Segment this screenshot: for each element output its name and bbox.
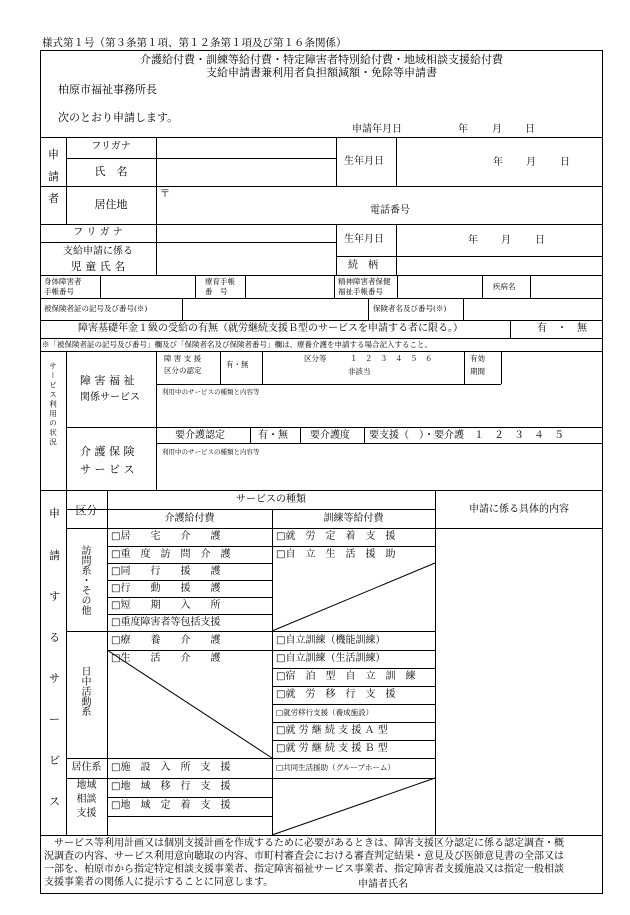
applicant-birth-label: 生年月日 [344,156,384,167]
support-level-label-2: 区分の認定 [164,366,202,375]
insurance-note: ※「被保険者証の記号及び番号」欄及び「保険者名及び保険者番号」欄は、療養介護を申請する場合記入すること。 [42,340,432,349]
pension-yes-no: 有 ・ 無 [537,323,587,334]
region-group-label-3: 支援 [76,808,97,819]
services-side-7: ビ [49,754,60,767]
consent-line-4: 支援事業者の関係人に提示することに同意します。 [44,877,274,888]
pension-label: 障害基礎年金１級の受給の有無（就労継続支援Ｂ型のサービスを申請する者に限る。） [78,323,463,334]
insurer-label: 保険者名及び番号(※) [373,304,447,313]
applicant-birth-year: 年 [493,157,503,168]
form-title-line2: 支給申請書兼利用者負担額減額・免除等申請書 [206,66,437,79]
service-functional-training[interactable]: □自立訓練（機能訓練） [276,635,386,646]
support-yes-no: 有・無 [226,360,249,369]
services-side-2: 請 [49,549,60,562]
date-month: 月 [492,124,502,135]
services-side-3: す [49,590,60,603]
in-use-label: 利用中のサービスの種類と内容等 [162,388,260,396]
applicant-birth-day: 日 [560,157,570,168]
welfare-label-2: 関係サービス [80,392,140,403]
care-degree-label: 要介護度 [310,430,350,441]
residence-group-label: 居住系 [71,762,102,773]
care-yes-no: 有・無 [258,430,288,441]
service-independent-living[interactable]: □自 立 生 活 援 助 [276,549,396,560]
date-day: 日 [525,124,535,135]
care-levels: 要支援（ ）・要介護 １ ２ ３ ４ ５ [369,430,564,441]
services-side-1: 申 [49,507,60,520]
support-level-label-1: 障 害 支 援 [164,354,202,363]
service-employment-transition[interactable]: □就 労 移 行 支 援 [276,689,396,700]
disease-label: 疾病名 [493,282,516,291]
mental-label-1: 精神障害者保健 [338,277,391,286]
visit-group-label: 訪問系・その他 [79,545,90,615]
day-group-label: 日中活動系 [79,666,90,716]
service-employment-retention[interactable]: □就 労 定 着 支 援 [276,531,396,542]
service-group-home[interactable]: □共同生活援助（グループホーム） [276,763,395,772]
service-region-transition[interactable]: □地 域 移 行 支 援 [111,781,231,792]
usage-side-label: サービス利用の状況 [48,362,58,448]
child-birth-label: 生年月日 [344,234,384,245]
date-year: 年 [458,124,468,135]
applicant-birth-month: 月 [526,157,536,168]
child-label-1: 支給申請に係る [63,246,133,257]
valid-label-1: 有効 [470,354,485,363]
service-types-header: サービスの種類 [236,494,306,505]
physical-label-2: 手帳番号 [44,287,74,296]
service-accompany[interactable]: □同 行 援 護 [111,566,221,577]
child-furigana-label: フ リ ガ ナ [73,227,123,238]
insured-label: 被保険者証の記号及び番号(※) [44,304,148,313]
signature-label: 申請者氏名 [358,879,408,890]
addressee: 柏原市福祉事務所長 [58,83,157,96]
postal-mark: 〒 [160,189,170,200]
child-birth-day: 日 [535,235,545,246]
ryoiku-label-1: 療育手帳 [205,277,235,286]
applicant-side-1: 申 [48,148,59,161]
service-behavior[interactable]: □行 動 援 護 [111,583,221,594]
training-benefit-header: 訓練等給付費 [323,513,384,524]
service-life-care[interactable]: □生 活 介 護 [111,653,221,664]
consent-line-2: 況調査の内容、サービス利用意向聴取の内容、市町村審査会における審査判定結果・意見及び医師意見書の全部又は [44,851,564,862]
mental-label-2: 福祉手帳番号 [338,287,383,296]
service-employment-transition-school[interactable]: □就労移行支援（養成施設） [276,708,374,717]
level-numbers: １ ２ ３ ４ ５ ６ [350,354,433,363]
category-header: 区分 [75,504,98,517]
child-birth-month: 月 [501,235,511,246]
relation-label: 続 柄 [348,260,378,271]
form-title-line1: 介護給付費・訓練等給付費・特定障害者特別給付費・地域相談支援給付費 [140,53,503,66]
phone-label: 電話番号 [370,205,410,216]
service-severe-visit-care[interactable]: □重 度 訪 問 介 護 [111,549,231,560]
intro-text: 次のとおり申請します。 [58,111,179,124]
service-facility[interactable]: □施 設 入 所 支 援 [111,762,231,773]
physical-label-1: 身体障害者 [44,277,82,286]
service-life-training[interactable]: □自立訓練（生活訓練） [276,653,386,664]
in-use-label-2: 利用中のサービスの種類と内容等 [162,448,260,456]
applicant-side-3: 者 [48,192,59,205]
care-cert-label: 要介護認定 [175,430,225,441]
not-applicable: 非該当 [348,367,371,376]
valid-label-2: 期間 [470,367,485,376]
applicant-furigana-label: フリガナ [91,141,131,152]
service-home-care[interactable]: □居 宅 介 護 [111,531,221,542]
service-short-stay[interactable]: □短 期 入 所 [111,600,221,611]
care-label-2: サ ー ビ ス [80,463,135,476]
service-continuous-b[interactable]: □就 労 継 続 支 援 Ｂ 型 [276,743,388,754]
consent-line-3: 一部を、柏原市から指定特定相談支援事業者、指定障害福祉サービス事業者、指定障害者支援施設又は指定一般相談 [44,864,564,875]
welfare-label-1: 障 害 福 祉 [80,374,135,387]
region-group-label-1: 地域 [76,780,97,791]
service-medical-care[interactable]: □療 養 介 護 [111,635,221,646]
services-side-5: サ [49,672,60,685]
service-continuous-a[interactable]: □就 労 継 続 支 援 Ａ 型 [276,725,388,736]
level-label: 区分等 [304,354,327,363]
services-side-8: ス [49,795,60,808]
consent-line-1: サービス等利用計画又は個別支援計画を作成するために必要があるときは、障害支援区分認定に係る認定調査・概 [44,838,564,849]
service-comprehensive[interactable]: □重度障害者等包括支援 [111,617,221,628]
details-header: 申請に係る具体的内容 [469,504,569,515]
care-label-1: 介 護 保 険 [80,445,135,458]
region-group-label-2: 相談 [76,794,97,805]
ryoiku-label-2: 番 号 [205,287,228,296]
application-date-label: 申請年月日 [352,124,402,135]
applicant-address-label: 居住地 [94,198,128,211]
care-benefit-header: 介護給付費 [164,513,215,524]
service-region-retention[interactable]: □地 域 定 着 支 援 [111,800,231,811]
child-label-2: 児 童 氏 名 [70,260,126,273]
applicant-side-2: 請 [48,170,59,183]
services-side-6: ー [49,713,60,726]
services-side-4: る [49,631,60,644]
applicant-name-label: 氏 名 [94,165,128,178]
child-birth-year: 年 [468,235,478,246]
form-number: 様式第１号（第３条第１項、第１２条第１項及び第１６条関係） [42,37,347,49]
service-residential-training[interactable]: □宿 泊 型 自 立 訓 練 [276,671,416,682]
